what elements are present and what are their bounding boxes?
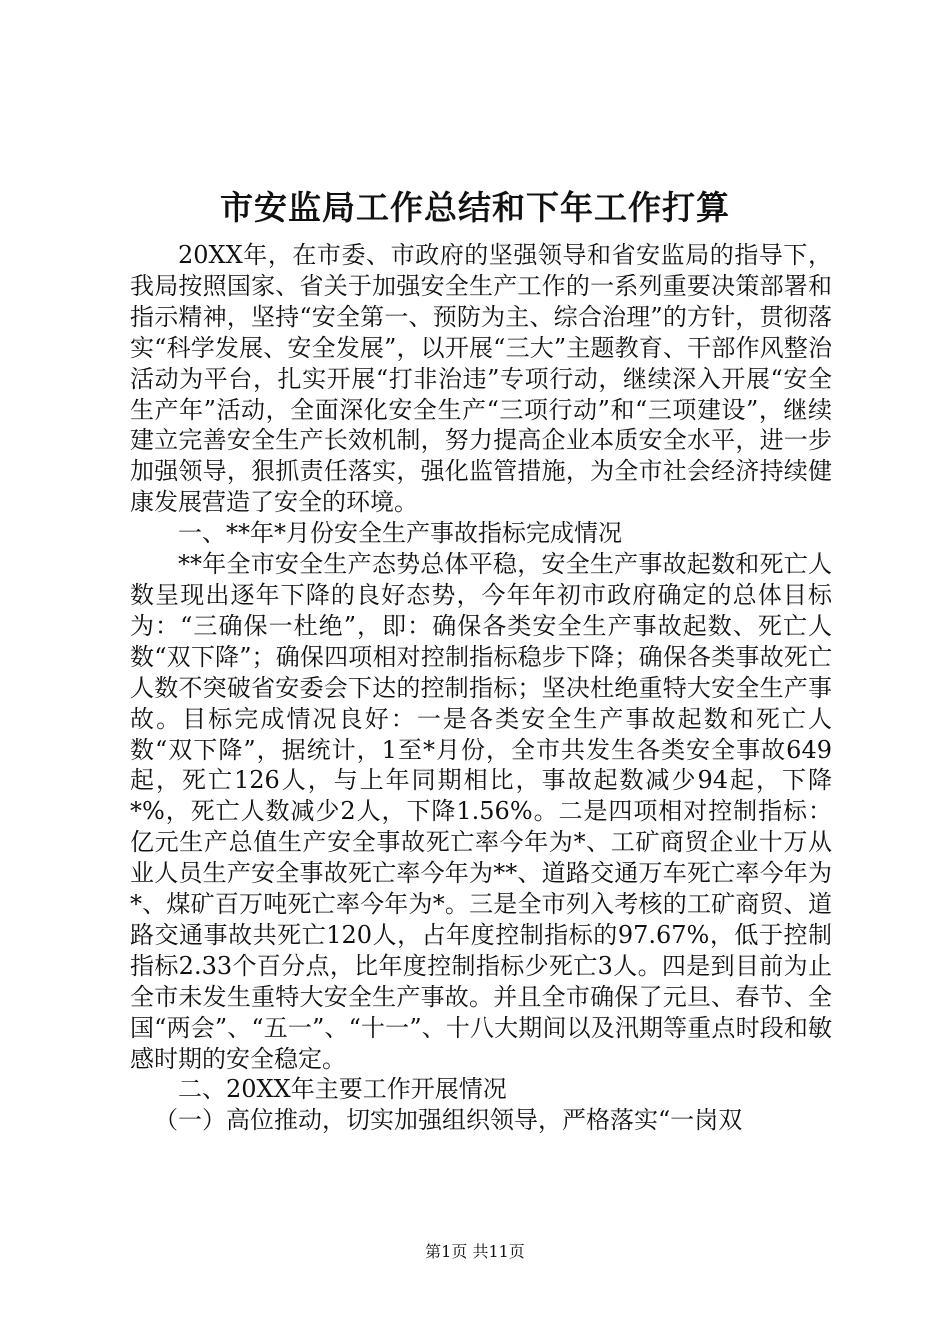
document-title: 市安监局工作总结和下年工作打算 bbox=[220, 188, 730, 227]
document-body bbox=[130, 240, 832, 1136]
section-heading-1: 一、**年*月份安全生产事故指标完成情况 bbox=[178, 519, 622, 548]
subsection-heading-1: （一）高位推动，切实加强组织领导，严格落实“一岗双 bbox=[154, 1106, 743, 1135]
section-1-paragraph: **年全市安全生产态势总体平稳，安全生产事故起数和死亡人数呈现出逐年下降的良好态势，今年年初市政府确定的总体目标为：“三确保一杜绝”，即：确保各类安全生产事故起数、死亡人数“双下降”；确保四项相对控制指标稳步下降；确保各类事故死亡人数不突破省安委会下达的控制指标；坚决杜绝重特大安全生产事故。目标完成情况良好：一是各类安全生产事故起数和死亡人数“双下降”，据统计，1至*月份，全市共发生各类安全事故649起，死亡126人，与上年同期相比，事故起数减少94起，下降*%，死亡人数减少2人，下降1.56%。二是四项相对控制指标：亿元生产总值生产安全事故死亡率今年为*、工矿商贸企业十万从业人员生产安全事故死亡率今年为**、道路交通万车死亡率今年为*、煤矿百万吨死亡率今年为*。三是全市列入考核的工矿商贸、道路交通事故共死亡120人，占年度控制指标的97.67%，低于控制指标2.33个百分点，比年度控制指标少死亡3人。四是到目前为止全市未发生重特大安全生产事故。并且全市确保了元旦、春节、全国“两会”、“五一”、“十一”、十八大期间以及汛期等重点时段和敏感时期的安全稳定。 bbox=[130, 550, 832, 1073]
intro-paragraph: 20XX年，在市委、市政府的坚强领导和省安监局的指导下，我局按照国家、省关于加强安全生产工作的一系列重要决策部署和指示精神，坚持“安全第一、预防为主、综合治理”的方针，贯彻落实“科学发展、安全发展”，以开展“三大”主题教育、干部作风整治活动为平台，扎实开展“打非治违”专项行动，继续深入开展“安全生产年”活动，全面深化安全生产“三项行动”和“三项建设”，继续建立完善安全生产长效机制，努力提高企业本质安全水平，进一步加强领导，狠抓责任落实，强化监管措施，为全市社会经济持续健康发展营造了安全的环境。 bbox=[130, 241, 832, 517]
section-heading-2: 二、20XX年主要工作开展情况 bbox=[178, 1075, 507, 1104]
page-footer: 第1页 共11页 bbox=[425, 1242, 525, 1261]
